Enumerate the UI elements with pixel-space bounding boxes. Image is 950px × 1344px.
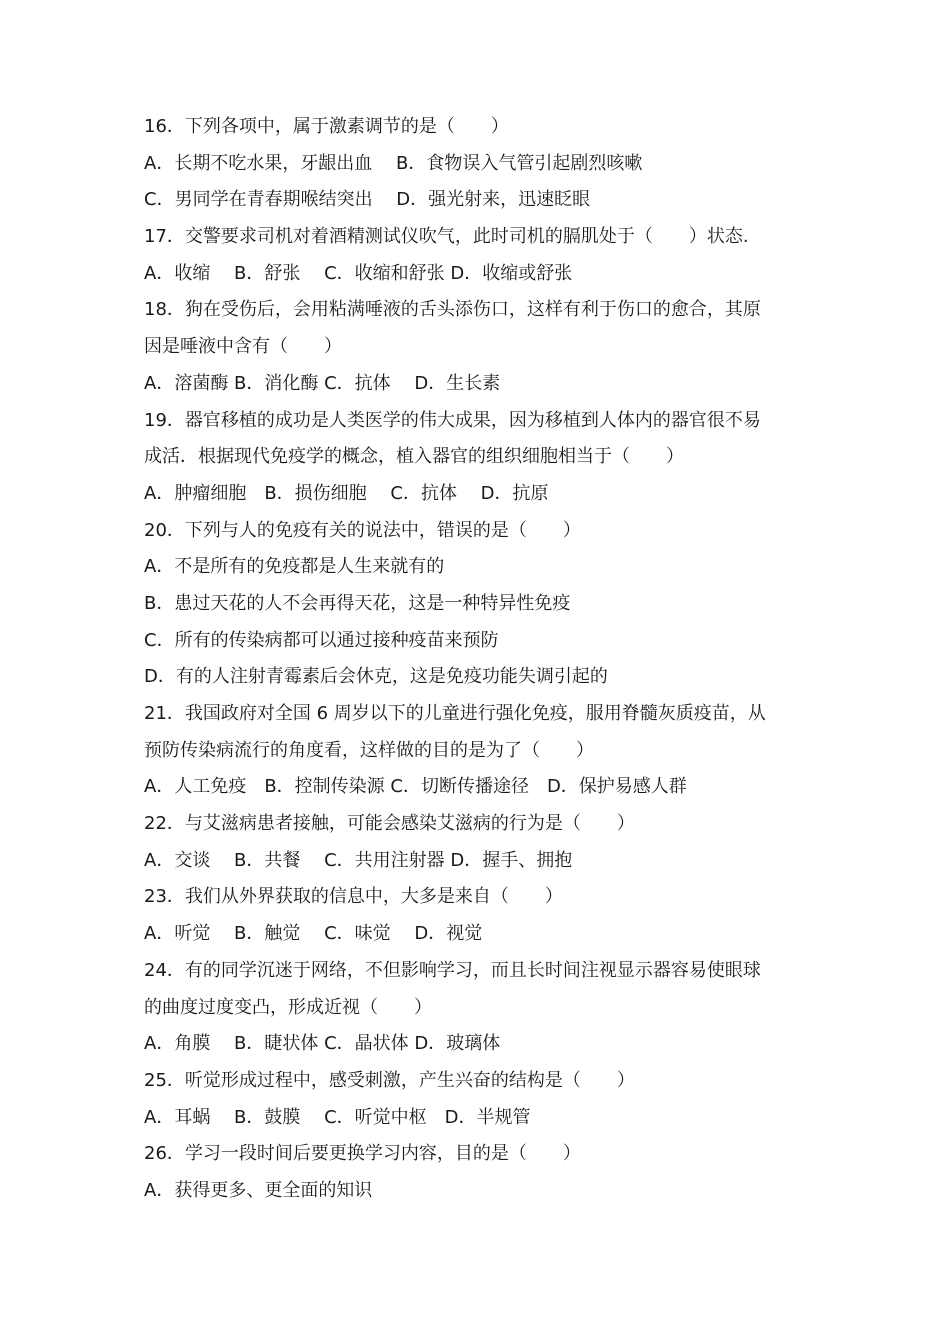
question-20-option-b: B．患过天花的人不会再得天花，这是一种特异性免疫 [144,592,571,614]
question-18-options: A．溶菌酶 B．消化酶 C．抗体 D．生长素 [144,372,501,394]
question-21-stem-line-1: 21．我国政府对全国 6 周岁以下的儿童进行强化免疫，服用脊髓灰质疫苗，从 [144,703,766,724]
question-23-stem: 23．我们从外界获取的信息中，大多是来自（ ） [144,886,563,908]
question-20-option-a: A．不是所有的免疫都是人生来就有的 [144,556,445,578]
question-18-stem-line-2: 因是唾液中含有（ ） [144,336,342,358]
question-26-option-a: A．获得更多、更全面的知识 [144,1179,373,1201]
question-22-options: A．交谈 B．共餐 C．共用注射器 D．握手、拥抱 [144,849,573,871]
question-21-stem-line-2: 预防传染病流行的角度看，这样做的目的是为了（ ） [144,739,594,761]
question-16-options-cd: C．男同学在青春期喉结突出 D．强光射来，迅速眨眼 [144,189,591,211]
question-23-options: A．听觉 B．触觉 C．味觉 D．视觉 [144,923,483,945]
question-24-stem-line-2: 的曲度过度变凸，形成近视（ ） [144,996,432,1018]
question-22-stem: 22．与艾滋病患者接触，可能会感染艾滋病的行为是（ ） [144,813,635,835]
question-20-option-d: D．有的人注射青霉素后会休克，这是免疫功能失调引起的 [144,666,608,688]
question-17-stem: 17．交警要求司机对着酒精测试仪吹气，此时司机的膈肌处于（ ）状态. [144,226,749,248]
question-24-options: A．角膜 B．睫状体 C．晶状体 D．玻璃体 [144,1033,501,1055]
question-text-block [144,109,814,1210]
question-19-options: A．肿瘤细胞 B．损伤细胞 C．抗体 D．抗原 [144,482,549,504]
question-16-options-ab: A．长期不吃水果，牙龈出血 B．食物误入气管引起剧烈咳嗽 [144,152,643,174]
question-20-stem: 20．下列与人的免疫有关的说法中，错误的是（ ） [144,519,581,541]
question-16-stem: 16．下列各项中，属于激素调节的是（ ） [144,116,509,137]
question-19-stem-line-2: 成活．根据现代免疫学的概念，植入器官的组织细胞相当于（ ） [144,446,684,468]
question-25-stem: 25．听觉形成过程中，感受刺激，产生兴奋的结构是（ ） [144,1069,635,1091]
question-25-options: A．耳蜗 B．鼓膜 C．听觉中枢 D．半规管 [144,1106,531,1128]
question-26-stem: 26．学习一段时间后要更换学习内容，目的是（ ） [144,1143,581,1165]
question-17-options: A．收缩 B．舒张 C．收缩和舒张 D．收缩或舒张 [144,262,573,284]
question-20-option-c: C．所有的传染病都可以通过接种疫苗来预防 [144,629,499,651]
question-21-options: A．人工免疫 B．控制传染源 C．切断传播途径 D．保护易感人群 [144,776,687,798]
question-19-stem-line-1: 19．器官移植的成功是人类医学的伟大成果，因为移植到人体内的器官很不易 [144,409,761,431]
question-24-stem-line-1: 24．有的同学沉迷于网络，不但影响学习，而且长时间注视显示器容易使眼球 [144,959,761,981]
question-18-stem-line-1: 18．狗在受伤后，会用粘满唾液的舌头添伤口，这样有利于伤口的愈合，其原 [144,299,761,321]
